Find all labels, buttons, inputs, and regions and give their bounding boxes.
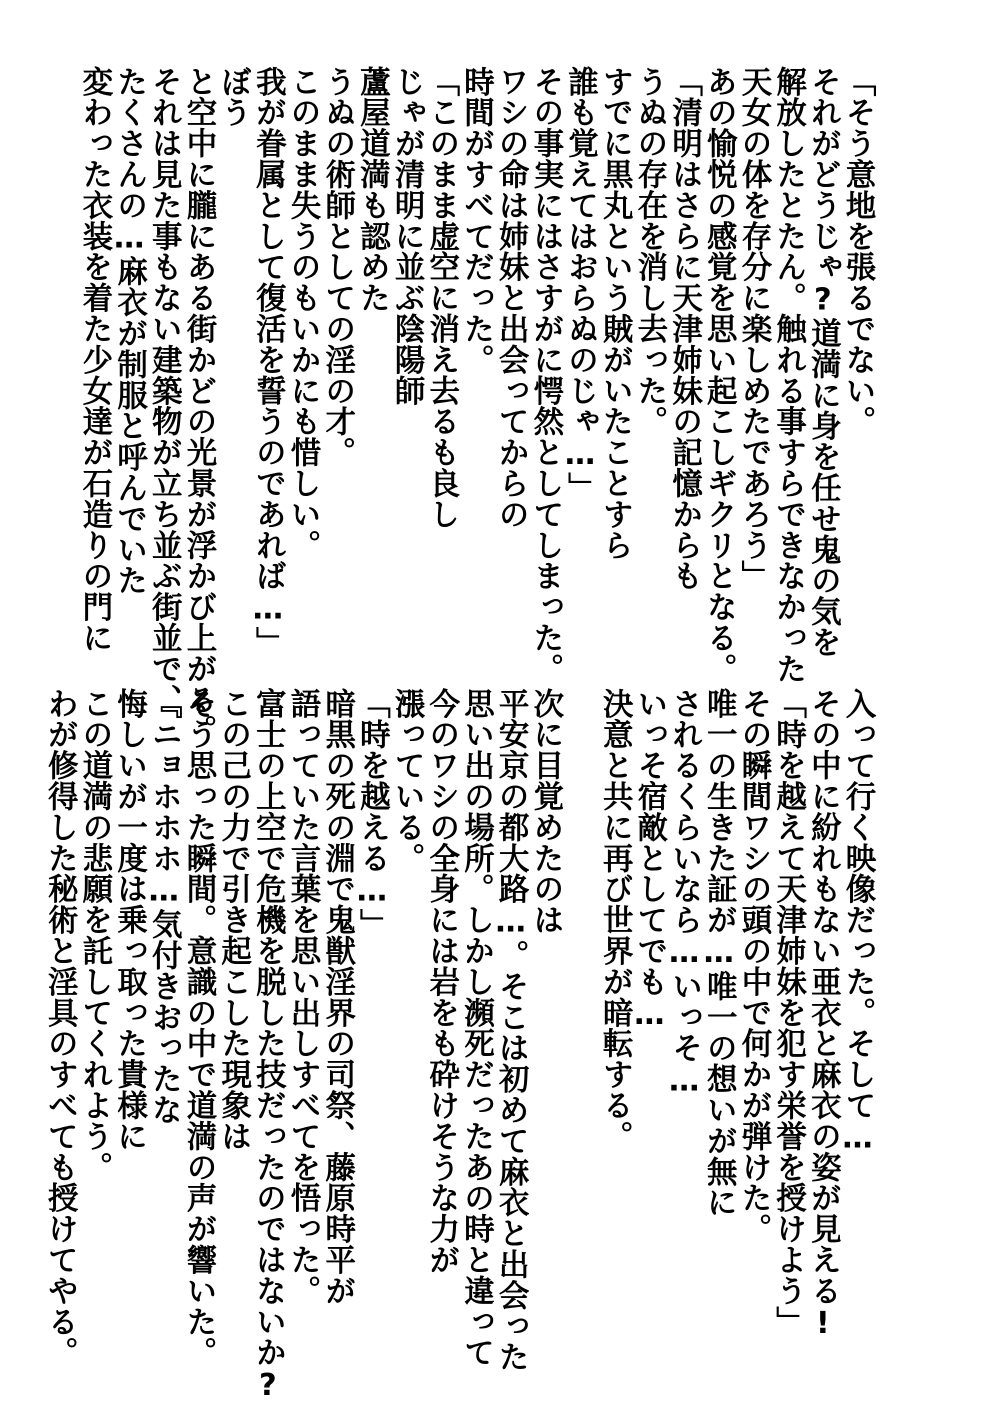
text-line: 解放したとたん。触れる事すらできなかった: [770, 66, 806, 684]
text-line: このまま失うのもいかにも惜しい。: [285, 66, 320, 561]
text-line: 富士の上空で危機を脱した技だったのではないか?: [250, 688, 286, 1403]
text-line: ワシの命は姉妹と出会ってからの: [493, 66, 529, 530]
text-line: わが修得した秘術と淫具のすべても授けてやる。: [42, 688, 78, 1368]
text-line: たくさんの…麻衣が制服と呼んでいた: [111, 66, 147, 596]
text-line: うぬの存在を消し去った。: [631, 66, 667, 437]
text-line: 暗黒の死の淵で鬼獣淫界の司祭、藤原時平が: [319, 688, 355, 1306]
text-line: されるくらいなら…いっそ…: [666, 688, 702, 1099]
text-line: この道満の悲願を託してくれよう。: [76, 688, 112, 1183]
text-line: 漲っている。: [389, 688, 425, 874]
text-line: 『ニョホホホ…気付きおったな: [146, 688, 182, 1126]
text-line: ぼう: [215, 66, 251, 128]
text-line: 語っていた言葉を思い出しすべてを悟った。: [285, 688, 320, 1306]
text-line: すでに黒丸という賊がいたことすら: [597, 66, 633, 561]
text-line: 決意と共に再び世界が暗転する。: [597, 688, 633, 1152]
text-line: 蘆屋道満も認めた: [354, 66, 390, 314]
text-line: 平安京の都大路…。そこは初めて麻衣と出会った: [493, 688, 529, 1373]
bottom-text-block: [42, 688, 875, 1403]
text-line: 次に目覚めたのは: [527, 688, 563, 936]
text-line: そう思った瞬間。意識の中で道満の声が響いた。: [180, 688, 216, 1368]
text-line: 我が眷属として復活を誓うのであれば…」: [250, 66, 286, 658]
text-line: 思い出の場所。しかし瀕死だったあの時と違って: [458, 688, 494, 1368]
text-line: 天女の体を存分に楽しめたであろう」: [735, 66, 771, 592]
text-line: その中に紛れもない亜衣と麻衣の姿が見える!: [805, 688, 841, 1342]
text-line: 入って行く映像だった。そして…: [840, 688, 875, 1156]
text-line: 「このまま虚空に消え去るも良し: [423, 66, 459, 530]
text-line: いっそ宿敵としてでも…: [631, 688, 667, 1033]
text-line: 時間がすべてだった。: [458, 66, 494, 375]
text-line: 変わった衣装を着た少女達が石造りの門に: [76, 66, 112, 654]
text-line: 「時を越える…」: [354, 688, 390, 940]
text-line: 「時を越えて天津姉妹を犯す栄誉を授けよう」: [770, 688, 806, 1337]
text-line: じゃが清明に並ぶ陰陽師: [389, 66, 425, 406]
text-line: 悔しいが一度は乗っ取った貴様に: [111, 688, 147, 1152]
top-text-block: [76, 66, 874, 746]
text-line: それがどうじゃ?道満に身を任せ鬼の気を: [805, 66, 841, 658]
text-line: あの愉悦の感覚を思い起こしギクリとなる。: [701, 66, 737, 684]
text-line: 誰も覚えてはおらぬのじゃ…」: [562, 66, 598, 504]
text-line: それは見た事もない建築物が立ち並ぶ街並で、: [146, 66, 182, 715]
text-line: 「そう意地を張るでない。: [840, 66, 875, 437]
text-line: その事実にはさすがに愕然としてしまった。: [527, 66, 563, 684]
text-line: と空中に朧にある街かどの光景が浮かび上がる。: [180, 66, 216, 746]
text-line: 唯一の生きた証が…唯一の想いが無に: [701, 688, 737, 1218]
text-line: この己の力で引き起こした現象は: [215, 688, 251, 1152]
text-line: その瞬間ワシの頭の中で何かが弾けた。: [735, 688, 771, 1245]
text-line: うぬの術師としての淫の才。: [319, 66, 355, 468]
text-line: 今のワシの全身には岩をも砕けそうな力が: [423, 688, 459, 1276]
text-line: 「清明はさらに天津姉妹の記憶からも: [666, 66, 702, 592]
